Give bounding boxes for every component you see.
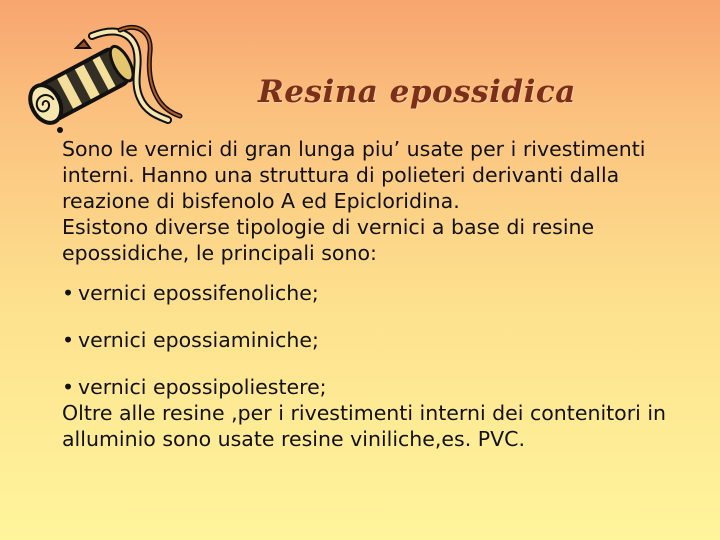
list-item-text: vernici epossiaminiche; — [78, 328, 319, 352]
bullet-icon: • — [62, 375, 75, 399]
page-title: Resina epossidica — [258, 74, 576, 110]
list-item — [62, 280, 702, 306]
scroll-icon — [24, 18, 184, 138]
slide-body — [62, 136, 702, 452]
closing-paragraph: Oltre alle resine ,per i rivestimenti interni dei contenitori in alluminio sono usate resine viniliche,es. PVC. — [62, 401, 667, 451]
list-item — [62, 374, 702, 400]
list-item — [62, 327, 702, 353]
types-intro-paragraph: Esistono diverse tipologie di vernici a base di resine epossidiche, le principali sono: — [62, 215, 595, 265]
bullet-icon: • — [62, 328, 75, 352]
resin-type-list — [62, 280, 702, 400]
list-item-text: vernici epossipoliestere; — [78, 375, 327, 399]
intro-paragraph: Sono le vernici di gran lunga piu’ usate per i rivestimenti interni. Hanno una struttura di polieteri derivanti dalla reazione di bisfenolo A ed Epicloridina. — [62, 137, 646, 213]
bullet-icon: • — [62, 281, 75, 305]
list-item-text: vernici epossifenoliche; — [78, 281, 319, 305]
